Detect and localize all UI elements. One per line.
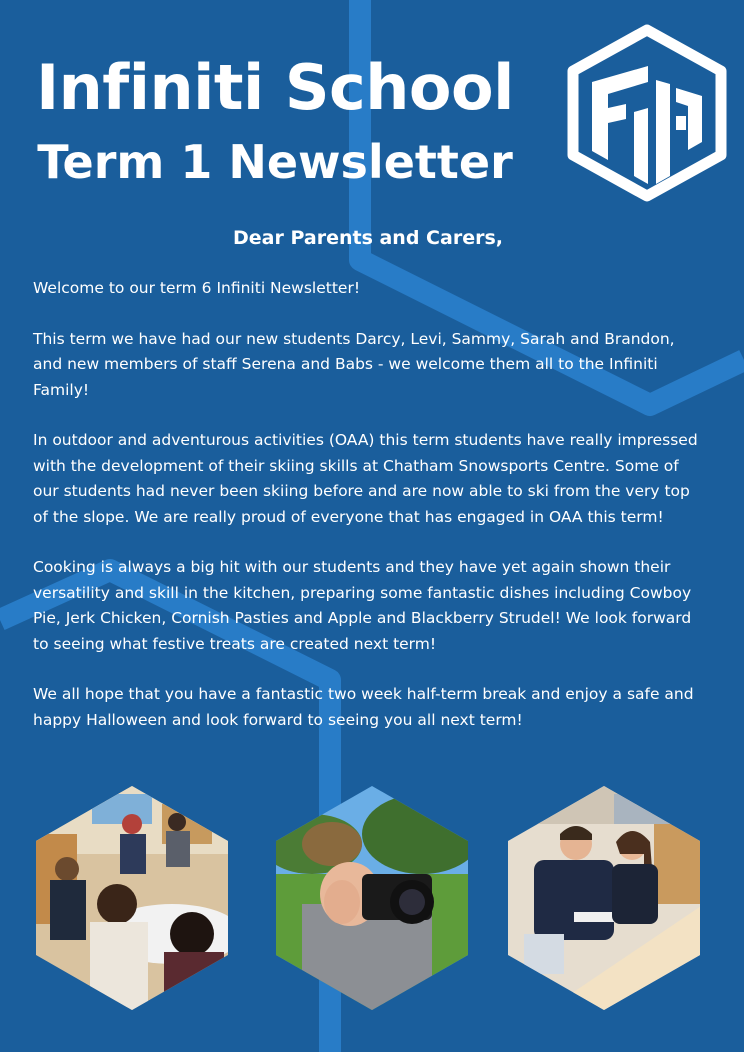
page-title: Infiniti School bbox=[36, 51, 514, 124]
students-reading-photo bbox=[504, 784, 704, 1012]
paragraph-new-students: This term we have had our new students Darcy, Levi, Sammy, Sarah and Brandon, and new members of staff Serena and Babs - we welcome them all to the Infiniti Family! bbox=[33, 329, 675, 399]
student-camera-photo bbox=[272, 784, 472, 1012]
paragraph-cooking: Cooking is always a big hit with our students and they have yet again shown their versatility and skill in the kitchen, preparing some fantastic dishes including Cowboy Pie, Jerk Chicken, Cornish Pasties and Apple and Blackberry Strudel! We look forward to seeing what festive treats are created next term! bbox=[33, 558, 692, 653]
paragraph-halloween: We all hope that you have a fantastic two week half-term break and enjoy a safe and happy Halloween and look forward to seeing you all next term! bbox=[33, 685, 694, 729]
letter-greeting: Dear Parents and Carers, bbox=[233, 227, 503, 249]
classroom-group-photo bbox=[32, 784, 232, 1012]
paragraph-oaa: In outdoor and adventurous activities (OAA) this term students have really impressed with the development of their skiing skills at Chatham Snowsports Centre. Some of our students had never been skiing before and are now able to ski from the very top of the slope. We are really proud of everyone that has engaged in OAA this term! bbox=[33, 431, 698, 526]
newsletter-body bbox=[33, 276, 705, 758]
paragraph-welcome: Welcome to our term 6 Infiniti Newsletter! bbox=[33, 279, 361, 297]
page-subtitle: Term 1 Newsletter bbox=[37, 135, 513, 189]
infiniti-hexagon-logo-icon bbox=[564, 24, 730, 202]
